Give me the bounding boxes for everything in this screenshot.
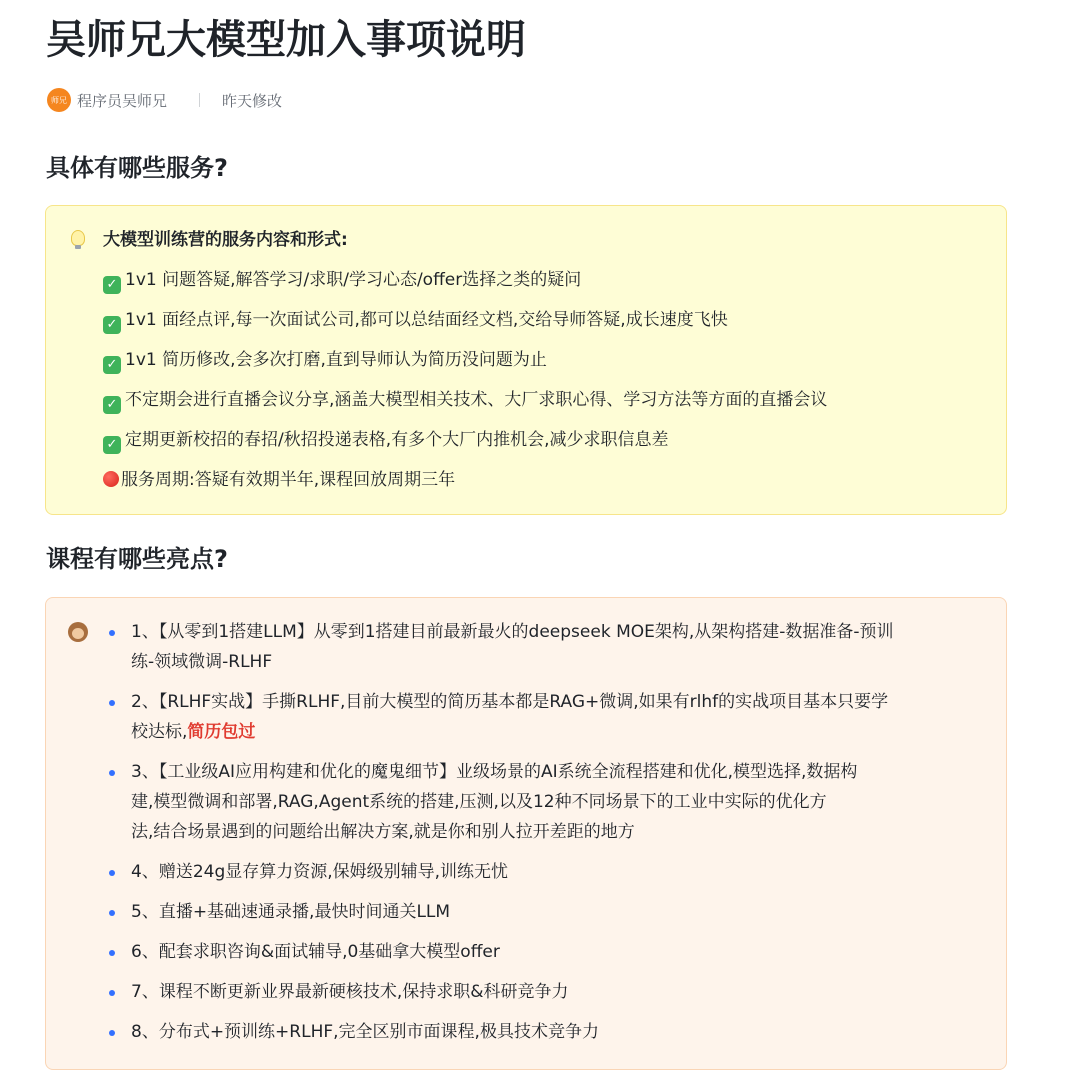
services-callout: [45, 205, 1007, 515]
bullet-dot: [109, 630, 115, 636]
highlight-item-text: 5、直播+基础速通录播,最快时间通关LLM: [131, 902, 451, 922]
highlights-heading: 课程有哪些亮点?: [46, 545, 228, 573]
service-item-text: 1v1 简历修改,会多次打磨,直到导师认为简历没问题为止: [125, 350, 547, 370]
bullet-dot: [109, 700, 115, 706]
highlight-item-line: [131, 940, 500, 964]
bullet-dot: [109, 1030, 115, 1036]
service-period: [103, 468, 455, 492]
service-item: [103, 268, 581, 294]
author-name[interactable]: 程序员吴师兄: [77, 91, 168, 110]
highlight-item-text: 3、【工业级AI应用构建和优化的魔鬼细节】业级场景的AI系统全流程搭建和优化,模型选择,数据构: [131, 762, 858, 782]
highlight-item-text: 8、分布式+预训练+RLHF,完全区别市面课程,极具技术竞争力: [131, 1022, 599, 1042]
highlight-item-text: 建,模型微调和部署,RAG,Agent系统的搭建,压测,以及12种不同场景下的工业中实际的优化方: [131, 792, 827, 812]
bullet-dot: [109, 990, 115, 996]
check-icon: ✓: [103, 276, 121, 294]
service-item-text: 1v1 问题答疑,解答学习/求职/学习心态/offer选择之类的疑问: [125, 270, 582, 290]
page-title: 吴师兄大模型加入事项说明: [46, 17, 526, 63]
highlight-item-line: [131, 650, 272, 674]
highlight-item-line: [131, 980, 568, 1004]
service-period-text: 服务周期:答疑有效期半年,课程回放周期三年: [121, 470, 456, 490]
highlight-item-line: [131, 790, 827, 814]
services-callout-heading: 大模型训练营的服务内容和形式:: [103, 230, 348, 250]
highlight-item-text: 6、配套求职咨询&面试辅导,0基础拿大模型offer: [131, 942, 500, 962]
modified-time: 昨天修改: [222, 91, 283, 110]
bullet-dot: [109, 910, 115, 916]
highlights-callout: [45, 597, 1007, 1070]
bullet-dot: [109, 770, 115, 776]
monkey-icon: [66, 620, 90, 644]
bullet-dot: [109, 950, 115, 956]
service-item: [103, 308, 728, 334]
check-icon: ✓: [103, 436, 121, 454]
meta-divider: [199, 93, 200, 107]
check-icon: ✓: [103, 316, 121, 334]
service-item: [103, 428, 669, 454]
avatar[interactable]: 师兄: [47, 88, 71, 112]
highlight-item-line: [131, 620, 894, 644]
highlight-item-line: [131, 1020, 599, 1044]
check-icon: ✓: [103, 356, 121, 374]
highlight-item-text: 2、【RLHF实战】手撕RLHF,目前大模型的简历基本都是RAG+微调,如果有rlhf的实战项目基本只要学: [131, 692, 889, 712]
highlight-item-line: [131, 900, 450, 924]
service-item-text: 不定期会进行直播会议分享,涵盖大模型相关技术、大厂求职心得、学习方法等方面的直播会议: [125, 390, 828, 410]
highlight-item-text: 7、课程不断更新业界最新硬核技术,保持求职&科研竞争力: [131, 982, 569, 1002]
highlight-item-text: 1、【从零到1搭建LLM】从零到1搭建目前最新最火的deepseek MOE架构,从架构搭建-数据准备-预训: [131, 622, 894, 642]
bullet-dot: [109, 870, 115, 876]
red-circle-icon: [103, 471, 119, 487]
service-item-text: 定期更新校招的春招/秋招投递表格,有多个大厂内推机会,减少求职信息差: [125, 430, 669, 450]
highlight-item-line: [131, 820, 635, 844]
highlight-item-line: [131, 720, 255, 744]
lightbulb-icon: [66, 228, 90, 252]
service-item: [103, 388, 827, 414]
service-item: [103, 348, 547, 374]
highlight-item-line: [131, 690, 888, 714]
highlight-item-text: 4、赠送24g显存算力资源,保姆级别辅导,训练无忧: [131, 862, 509, 882]
check-icon: ✓: [103, 396, 121, 414]
services-heading: 具体有哪些服务?: [46, 154, 228, 182]
highlight-item-line: [131, 860, 508, 884]
doc-meta: [47, 88, 282, 112]
highlight-item-line: [131, 760, 857, 784]
highlight-item-text: 法,结合场景遇到的问题给出解决方案,就是你和别人拉开差距的地方: [131, 822, 635, 842]
highlight-item-text: 校达标,: [131, 722, 188, 742]
highlight-item-text: 练-领域微调-RLHF: [131, 652, 273, 672]
service-item-text: 1v1 面经点评,每一次面试公司,都可以总结面经文档,交给导师答疑,成长速度飞快: [125, 310, 728, 330]
highlight-emphasis: 简历包过: [187, 722, 256, 742]
